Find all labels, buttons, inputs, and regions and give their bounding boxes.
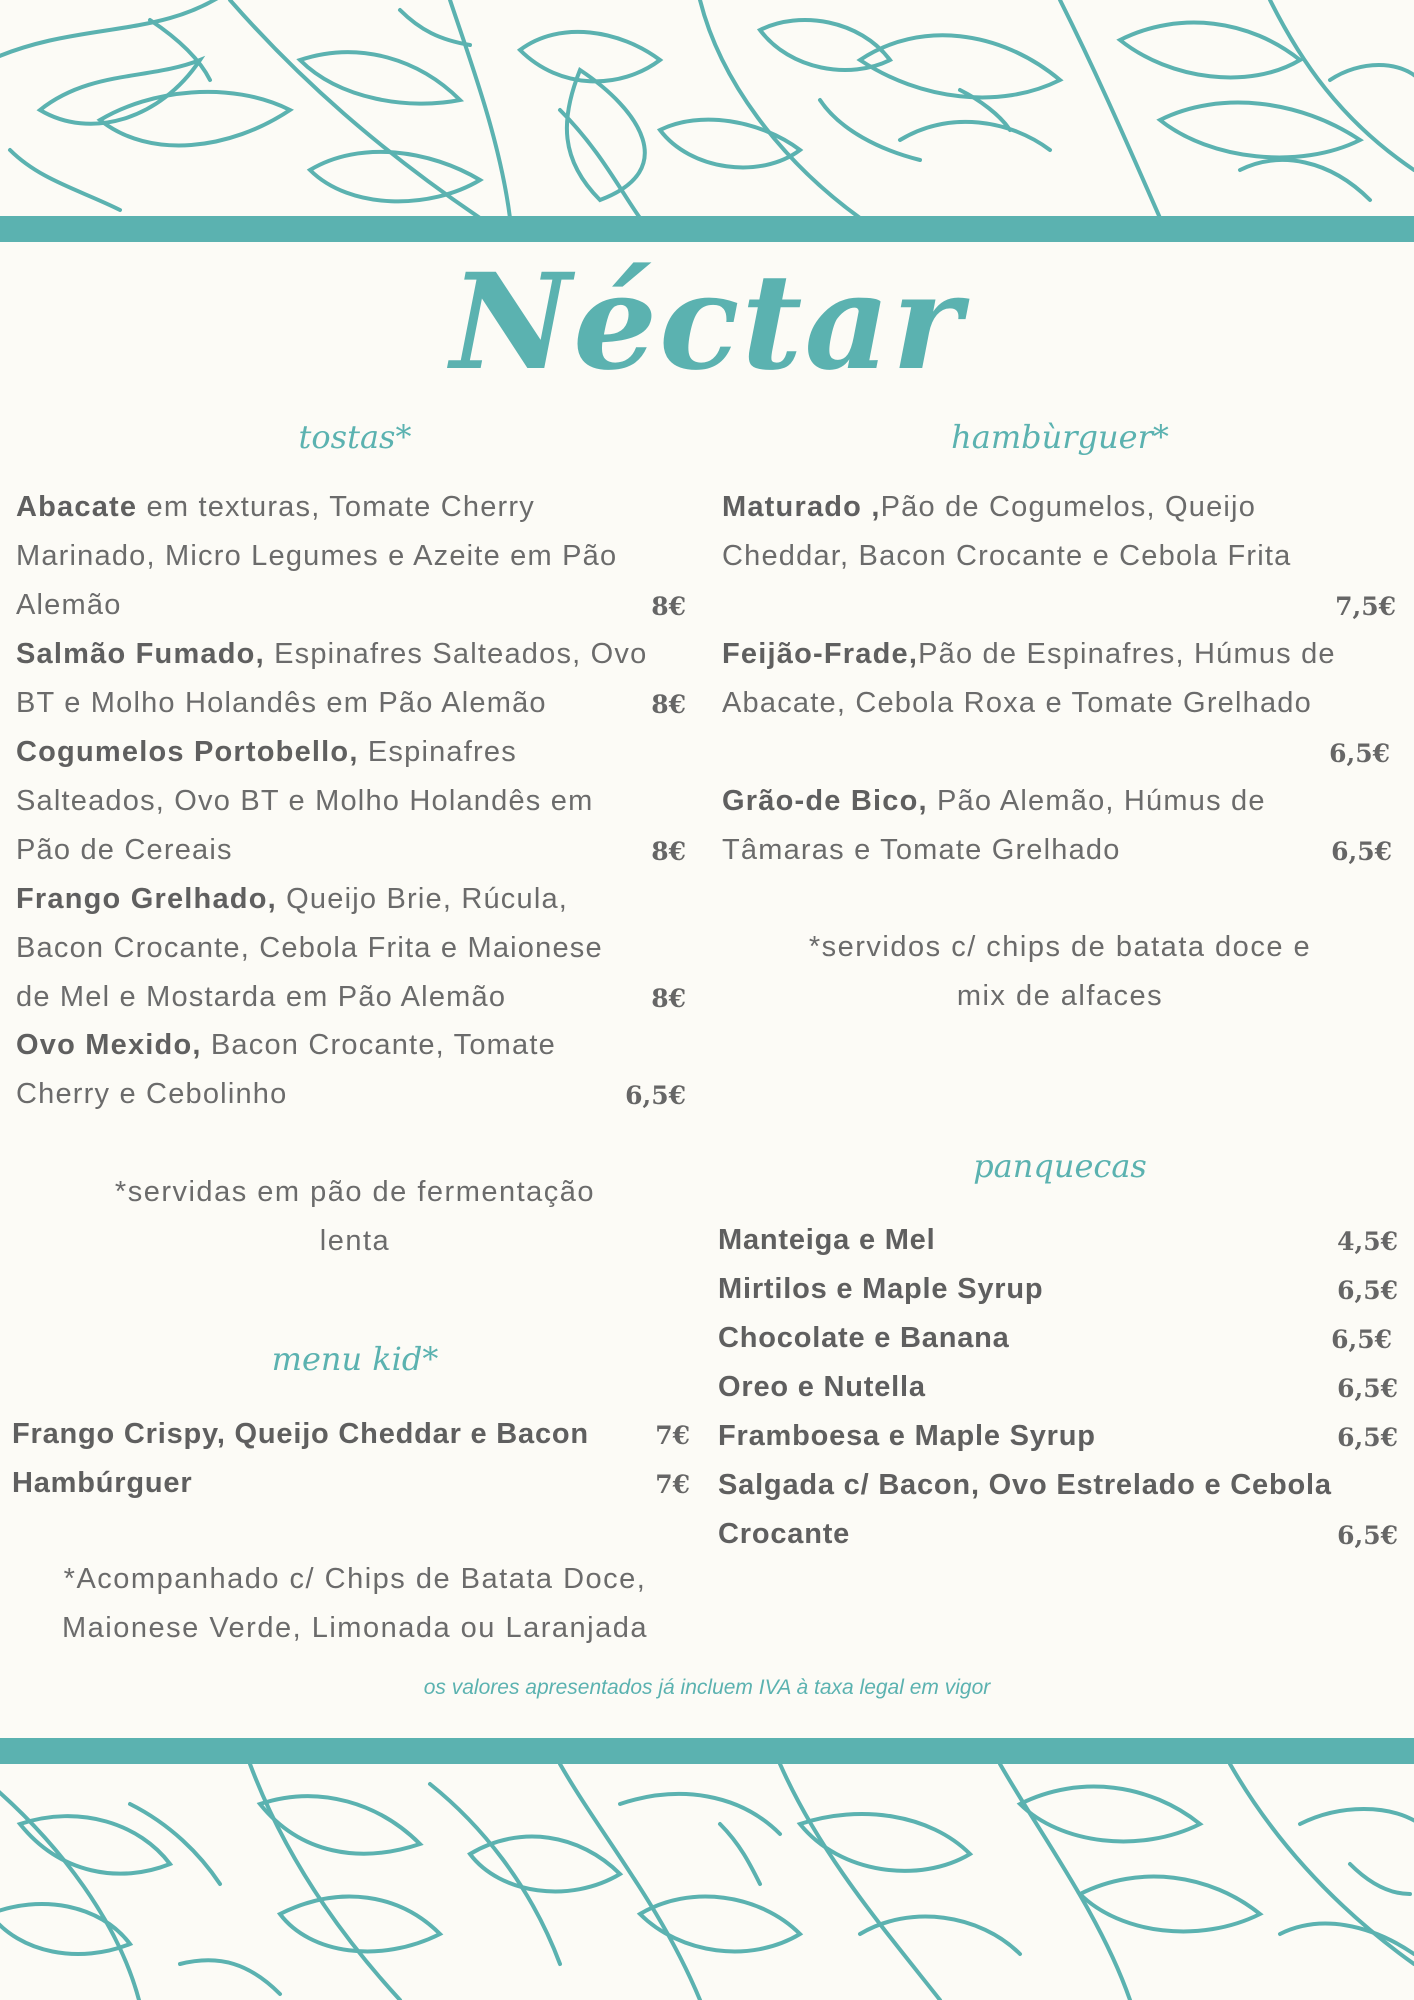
item-price: 7€ [655, 1421, 690, 1450]
item-price: 6,5€ [1337, 1423, 1398, 1452]
item-price: 6,5€ [625, 1081, 686, 1110]
item-desc-3: de Mel e Mostarda em Pão Alemão [16, 981, 507, 1013]
hamburguer-note [740, 923, 1380, 1021]
item-price: 8€ [651, 592, 686, 621]
item-price: 6,5€ [1331, 1325, 1392, 1354]
item-desc: Espinafres Salteados, Ovo [274, 638, 648, 670]
item-name: Grão-de Bico, [722, 785, 928, 817]
item-name: Abacate [16, 491, 138, 523]
note-line: mix de alfaces [956, 980, 1164, 1012]
menu-item-panqueca-oreo: Oreo e Nutella [718, 1371, 926, 1403]
item-name: Salgada c/ Bacon, Ovo Estrelado e Cebola [718, 1469, 1332, 1501]
menu-item-kid-hamburguer: Hambúrguer [12, 1467, 193, 1499]
menu-item-panqueca-framboesa: Framboesa e Maple Syrup [718, 1420, 1096, 1452]
item-desc-3: Alemão [16, 589, 122, 621]
item-desc-2: Tâmaras e Tomate Grelhado [722, 834, 1121, 866]
menu-item-panqueca-mirtilos: Mirtilos e Maple Syrup [718, 1273, 1044, 1305]
item-desc-2: Bacon Crocante, Cebola Frita e Maionese [16, 932, 603, 964]
item-price: 8€ [651, 690, 686, 719]
item-price: 6,5€ [1337, 1521, 1398, 1550]
item-desc: Bacon Crocante, Tomate [210, 1029, 556, 1061]
item-desc-2: BT e Molho Holandês em Pão Alemão [16, 687, 547, 719]
item-price: 6,5€ [1331, 837, 1392, 866]
top-divider-stripe [0, 216, 1414, 242]
note-line: Maionese Verde, Limonada ou Laranjada [62, 1612, 648, 1644]
item-name: Feijão-Frade, [722, 638, 919, 670]
item-name: Frango Grelhado, [16, 883, 277, 915]
item-price: 8€ [651, 984, 686, 1013]
item-name: Salmão Fumado, [16, 638, 265, 670]
tostas-note [60, 1168, 650, 1266]
note-line: *servidas em pão de fermentação [114, 1176, 596, 1208]
item-desc-2: Salteados, Ovo BT e Molho Holandês em [16, 785, 594, 817]
menu-item-hamb-feijao [722, 630, 1412, 728]
item-desc-2: Cherry e Cebolinho [16, 1078, 288, 1110]
brand-title: Néctar [450, 245, 964, 400]
vat-footnote: os valores apresentados já incluem IVA à taxa legal em vigor [423, 1676, 991, 1699]
item-name-2: Crocante [718, 1518, 851, 1550]
menu-kid-note [20, 1555, 690, 1653]
section-title-panquecas: panquecas [973, 1147, 1147, 1185]
item-price: 6,5€ [1329, 739, 1390, 768]
item-price: 7€ [655, 1470, 690, 1499]
menu-item-kid-frango: Frango Crispy, Queijo Cheddar e Bacon [12, 1418, 589, 1450]
leaf-pattern-top [0, 0, 1414, 218]
item-name: Maturado , [722, 491, 881, 523]
item-name: Cogumelos Portobello, [16, 736, 359, 768]
item-desc: Pão de Cogumelos, Queijo [880, 491, 1257, 523]
menu-item-panqueca-chocolate: Chocolate e Banana [718, 1322, 1010, 1354]
item-desc: Queijo Brie, Rúcula, [286, 883, 569, 915]
item-desc: Espinafres [367, 736, 517, 768]
section-title-hamburguer: hambùrguer* [951, 418, 1169, 456]
item-price: 4,5€ [1337, 1227, 1398, 1256]
item-price: 6,5€ [1337, 1276, 1398, 1305]
item-desc: em texturas, Tomate Cherry [146, 491, 535, 523]
item-desc: Pão de Espinafres, Húmus de [918, 638, 1336, 670]
bottom-divider-stripe [0, 1738, 1414, 1764]
note-line: lenta [319, 1225, 391, 1257]
item-desc: Pão Alemão, Húmus de [937, 785, 1266, 817]
item-desc-2: Marinado, Micro Legumes e Azeite em Pão [16, 540, 618, 572]
item-name: Ovo Mexido, [16, 1029, 202, 1061]
note-line: *servidos c/ chips de batata doce e [808, 931, 1312, 963]
item-desc-2: Abacate, Cebola Roxa e Tomate Grelhado [722, 687, 1312, 719]
menu-item-panqueca-salgada [718, 1461, 1332, 1559]
menu-item-hamb-maturado [722, 483, 1412, 581]
section-title-tostas: tostas* [298, 418, 412, 456]
item-desc-2: Cheddar, Bacon Crocante e Cebola Frita [722, 540, 1292, 572]
item-price: 7,5€ [1335, 592, 1396, 621]
item-price: 8€ [651, 837, 686, 866]
leaf-pattern-bottom [0, 1764, 1414, 2000]
item-desc-3: Pão de Cereais [16, 834, 233, 866]
note-line: *Acompanhado c/ Chips de Batata Doce, [63, 1563, 647, 1595]
menu-item-panqueca-manteiga: Manteiga e Mel [718, 1224, 936, 1256]
section-title-menu-kid: menu kid* [271, 1340, 439, 1378]
item-price: 6,5€ [1337, 1374, 1398, 1403]
